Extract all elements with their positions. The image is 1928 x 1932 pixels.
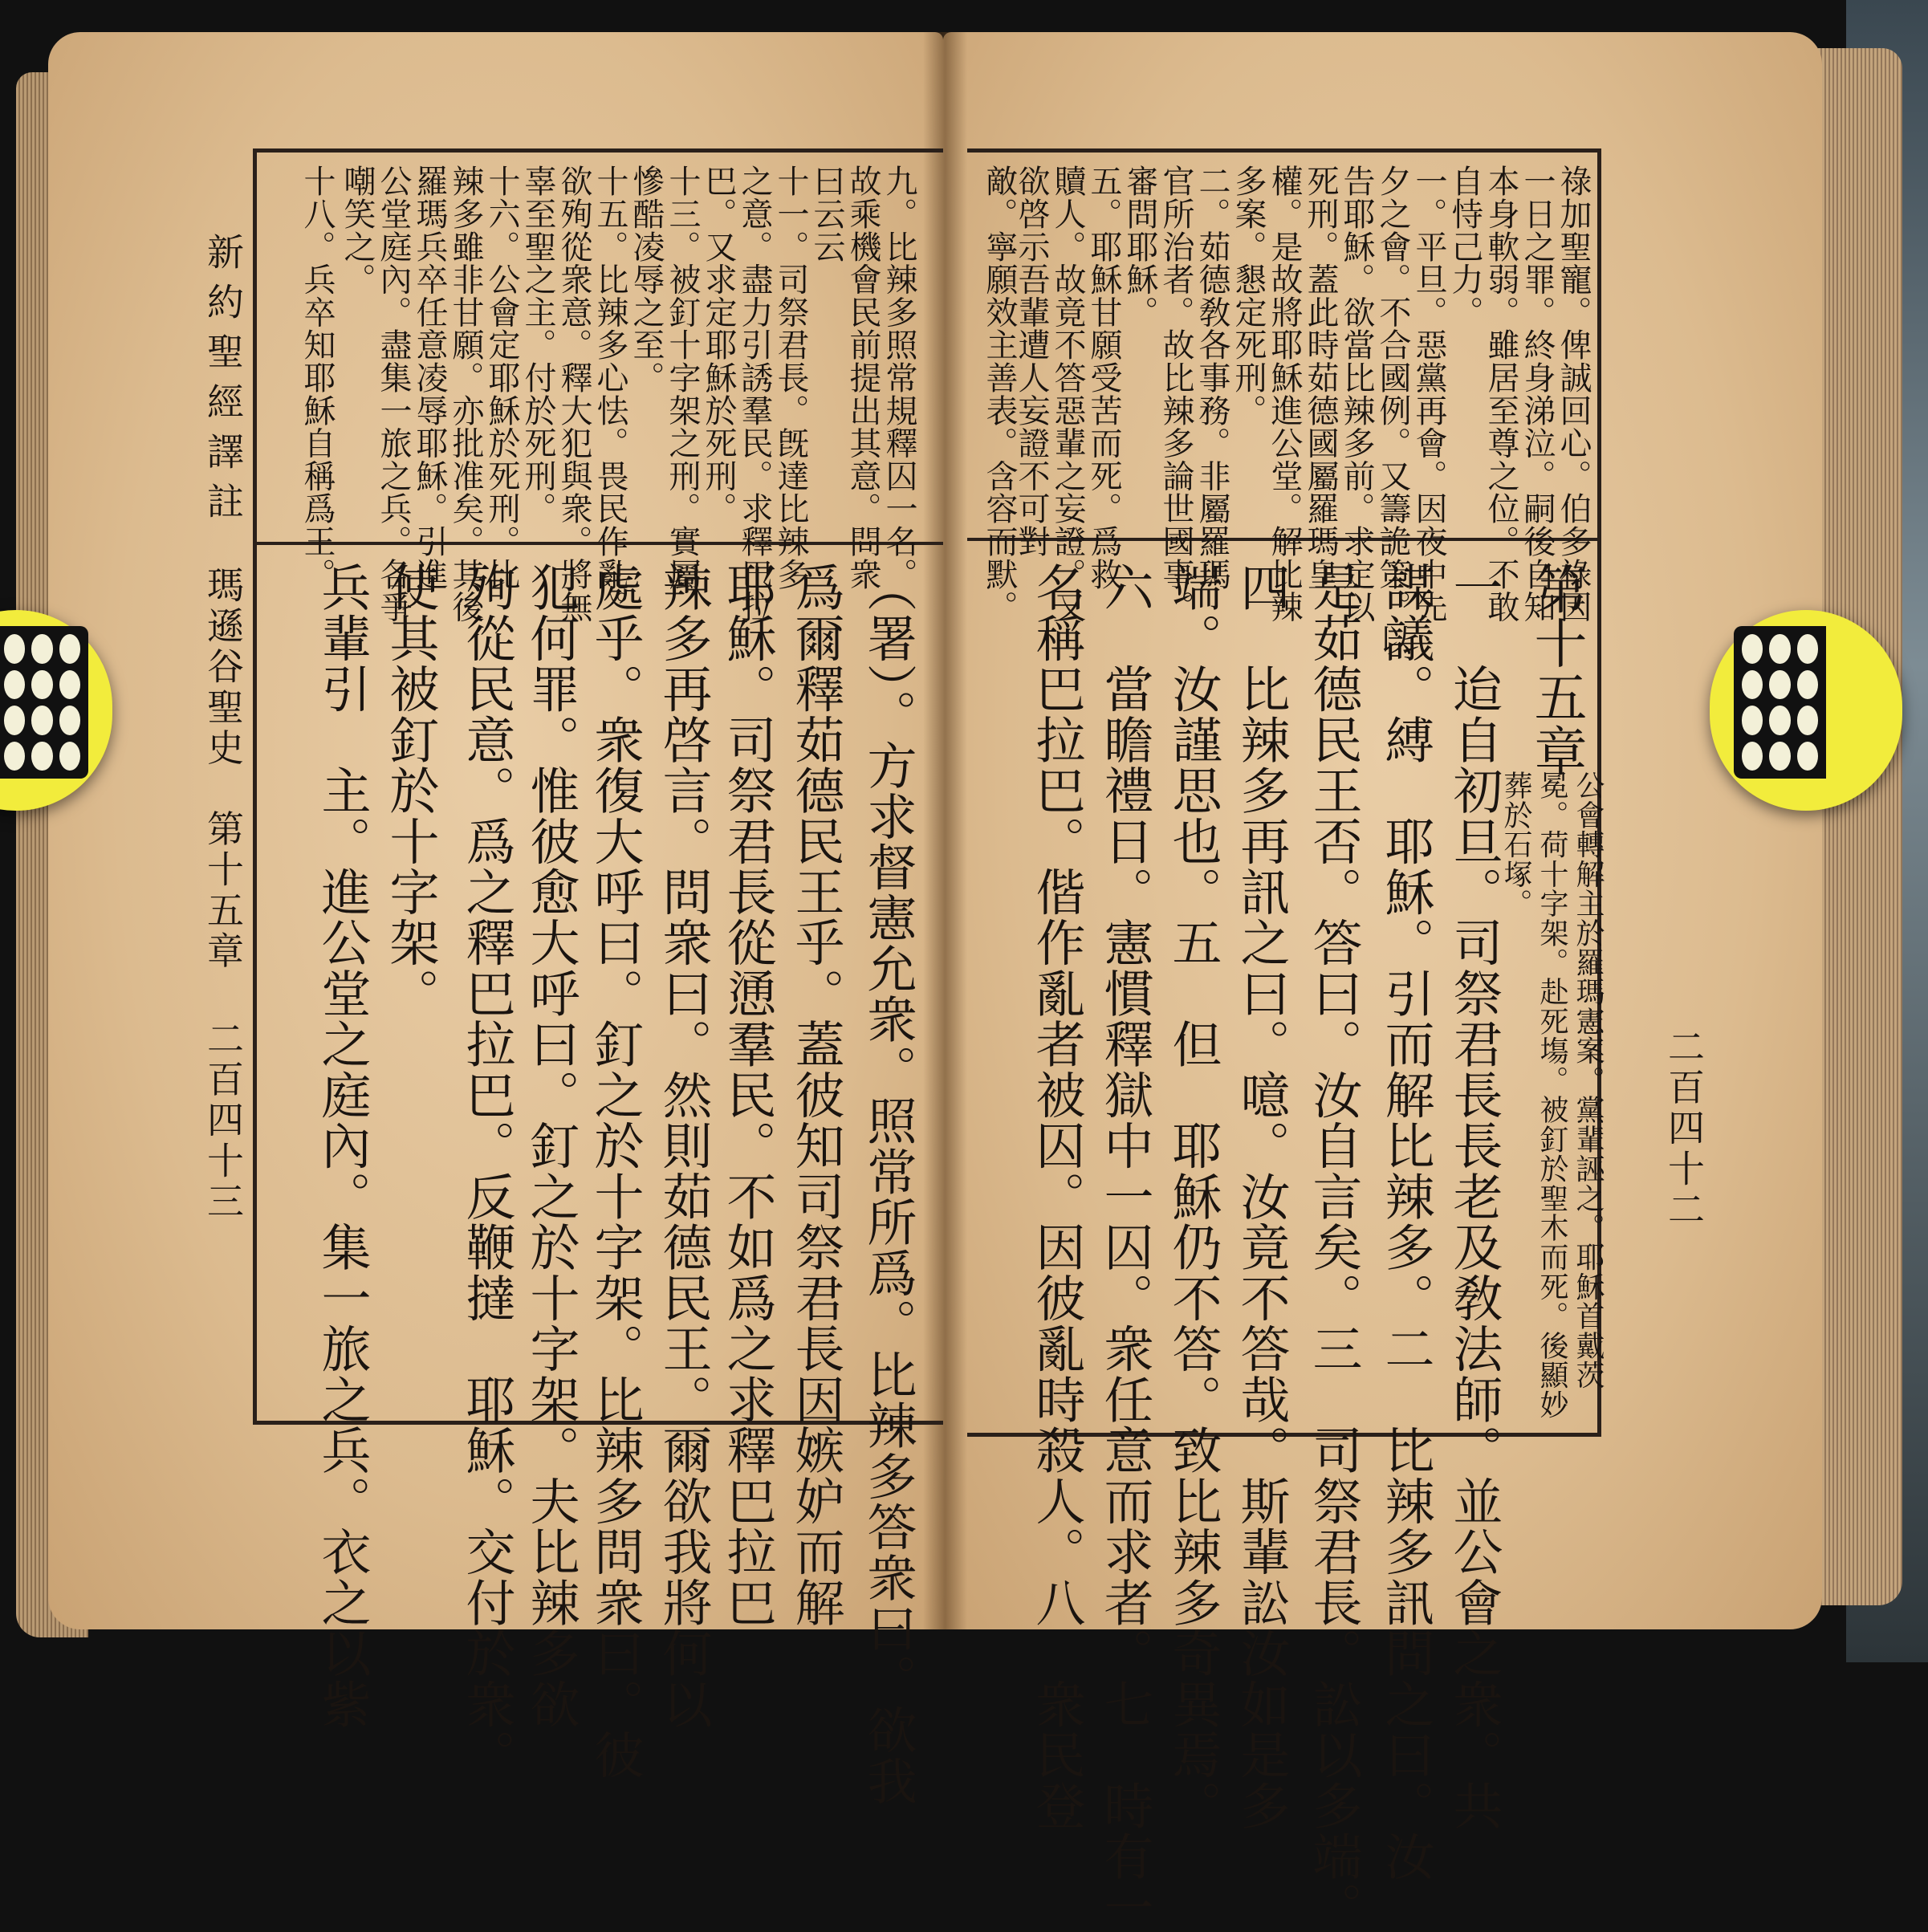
left-text-line: 使其被釘於十字架。: [381, 562, 440, 1019]
right-note-line: 夕之會。不合國例。又籌詭策。以: [1374, 165, 1411, 656]
left-text-line: 處乎。衆復大呼曰。釘之於十字架。比辣多問衆曰。彼: [586, 562, 645, 1780]
left-note-line: 十三。被釘十字架之刑。實屬: [664, 165, 701, 591]
right-text-line: 一 迨自初旦。司祭君長長老及敎法師。並公會之衆。共: [1445, 562, 1503, 1831]
right-text-line: 謀議。縛 耶穌。引而解比辣多。二 比辣多訊問之曰。汝: [1377, 562, 1435, 1882]
left-note-line: 十五。比辣多心怯。畏民作亂。: [592, 165, 628, 624]
right-note-line: 多案。懇定死刑。: [1230, 165, 1267, 427]
left-note-line: 之意。盡力引誘羣民。求釋巴拉: [736, 165, 773, 624]
left-note-line: 公堂庭內。盡集一旅之兵。各爭: [375, 165, 412, 624]
chapter-title: 第十五章: [1525, 562, 1587, 779]
left-text-line: （署）。方求督憲允衆。照常所爲。比辣多答衆曰。欲我: [859, 562, 917, 1806]
left-note-line: 九。比辣多照常規釋囚一名。: [881, 165, 917, 591]
left-note-line: 十六。公會定耶穌於死刑。比: [483, 165, 520, 591]
left-text-line: 辣多再啓言。問衆曰。然則茹德民王。爾欲我將何以: [654, 562, 713, 1730]
left-note-line: 故乘機會民前提出其意。問衆: [844, 165, 881, 591]
left-note-line: 十八。兵卒知耶穌自稱爲王。: [299, 165, 336, 591]
right-text-line: 四 比辣多再訊之曰。噫。汝竟不答哉。斯輩訟汝如是多: [1232, 562, 1291, 1831]
left-text-line: 爲爾釋茹德民王乎。蓋彼知司祭君長因嫉妒而解: [787, 562, 845, 1629]
left-page-number: 二百四十三: [201, 1019, 245, 1222]
right-note-line: 本身軟弱。雖居至尊之位。不敢: [1483, 165, 1519, 624]
left-text-line: 耶穌。司祭君長從慂羣民。不如爲之求釋巴拉巴: [718, 562, 777, 1629]
right-text-line: 名稱巴拉巴。偕作亂者被囚。因彼亂時殺人。八 衆民登: [1027, 562, 1086, 1831]
left-text-line: 犯何罪。惟彼愈大呼曰。釘之於十字架。夫比辣多欲: [522, 562, 580, 1730]
left-note-line: 慘酷凌辱之至。: [628, 165, 665, 394]
right-note-line: 一。平旦。惡黨再會。因夜中先: [1410, 165, 1447, 624]
left-note-line: 羅瑪兵卒任意凌辱耶穌。引進: [411, 165, 448, 591]
chapter-summary-line: 冕。荷十字架。赴死塲。被釘於聖木而死。後顯妙: [1535, 771, 1568, 1419]
right-note-line: 告耶穌。欲當比辣多前。求定以: [1338, 165, 1375, 624]
chapter-summary-line: 公會轉解主於羅瑪憲案。黨輩誣之。耶穌首戴茨: [1572, 771, 1605, 1390]
left-text-line: 殉從民意。爲之釋巴拉巴。反鞭撻 耶穌。交付於衆。: [458, 562, 516, 1780]
clip-pattern: [0, 626, 88, 779]
right-note-line: 二。茹德敎各事務。非屬羅瑪: [1194, 165, 1230, 591]
right-note-line: 自恃己力。: [1446, 165, 1483, 328]
chapter-summary-line: 葬於石塚。: [1499, 771, 1532, 918]
right-page-clip: [1710, 610, 1902, 811]
right-note-line: 敵。寧願效主善表。含容而默。: [981, 165, 1018, 624]
left-note-line: 辣多雖非甘願。亦批准矣。其後: [447, 165, 484, 624]
left-header: 新約聖經譯註: [201, 233, 245, 532]
right-note-line: 官所治者。故比辣多論世國事。: [1157, 165, 1194, 624]
left-note-line: 曰云云: [808, 165, 845, 263]
right-text-line: 端。汝謹思也。五 但 耶穌仍不答。致比辣多奇異焉。: [1164, 562, 1222, 1831]
left-running-title: 瑪遜谷聖史 第十五章: [201, 566, 245, 972]
left-note-line: 十一。司祭君長。旣達比辣多: [772, 165, 809, 591]
right-note-line: 贖人。故竟不答惡輩之妄證。又: [1049, 165, 1086, 624]
right-note-line: 死刑。蓋此時茹德國屬羅瑪皇: [1302, 165, 1339, 591]
right-text-line: 是茹德民王否。答曰。汝自言矣。三 司祭君長。訟以多端。: [1304, 562, 1363, 1932]
right-text-line: 六 當瞻禮日。憲慣釋獄中一囚。衆任意而求者。七 時有一: [1096, 562, 1154, 1932]
right-note-line: 五。耶穌甘願受苦而死。爲救: [1085, 165, 1122, 591]
left-note-line: 嘲笑之。: [339, 165, 376, 296]
clip-pattern: [1734, 626, 1826, 779]
right-note-line: 權。是故將耶穌進公堂。解比辣: [1266, 165, 1303, 624]
right-note-line: 祿加聖寵。俾誠回心。伯多祿因: [1555, 165, 1592, 624]
left-text-line: 兵輩引 主。進公堂之庭內。集一旅之兵。衣之以紫: [313, 562, 372, 1730]
left-note-line: 巴。又求定耶穌於死刑。: [700, 165, 737, 525]
right-note-line: 審問耶穌。: [1121, 165, 1158, 328]
left-note-line: 辜至聖之主。付於死刑。: [519, 165, 556, 525]
right-note-line: 欲啓示吾輩遭人妄證不可對: [1013, 165, 1050, 558]
right-page-number: 二百四十二: [1662, 1027, 1706, 1230]
left-note-line: 欲殉從衆意。釋大犯與衆。將無: [555, 165, 592, 624]
right-note-line: 一日之罪。終身涕泣。嗣後自知: [1519, 165, 1556, 624]
